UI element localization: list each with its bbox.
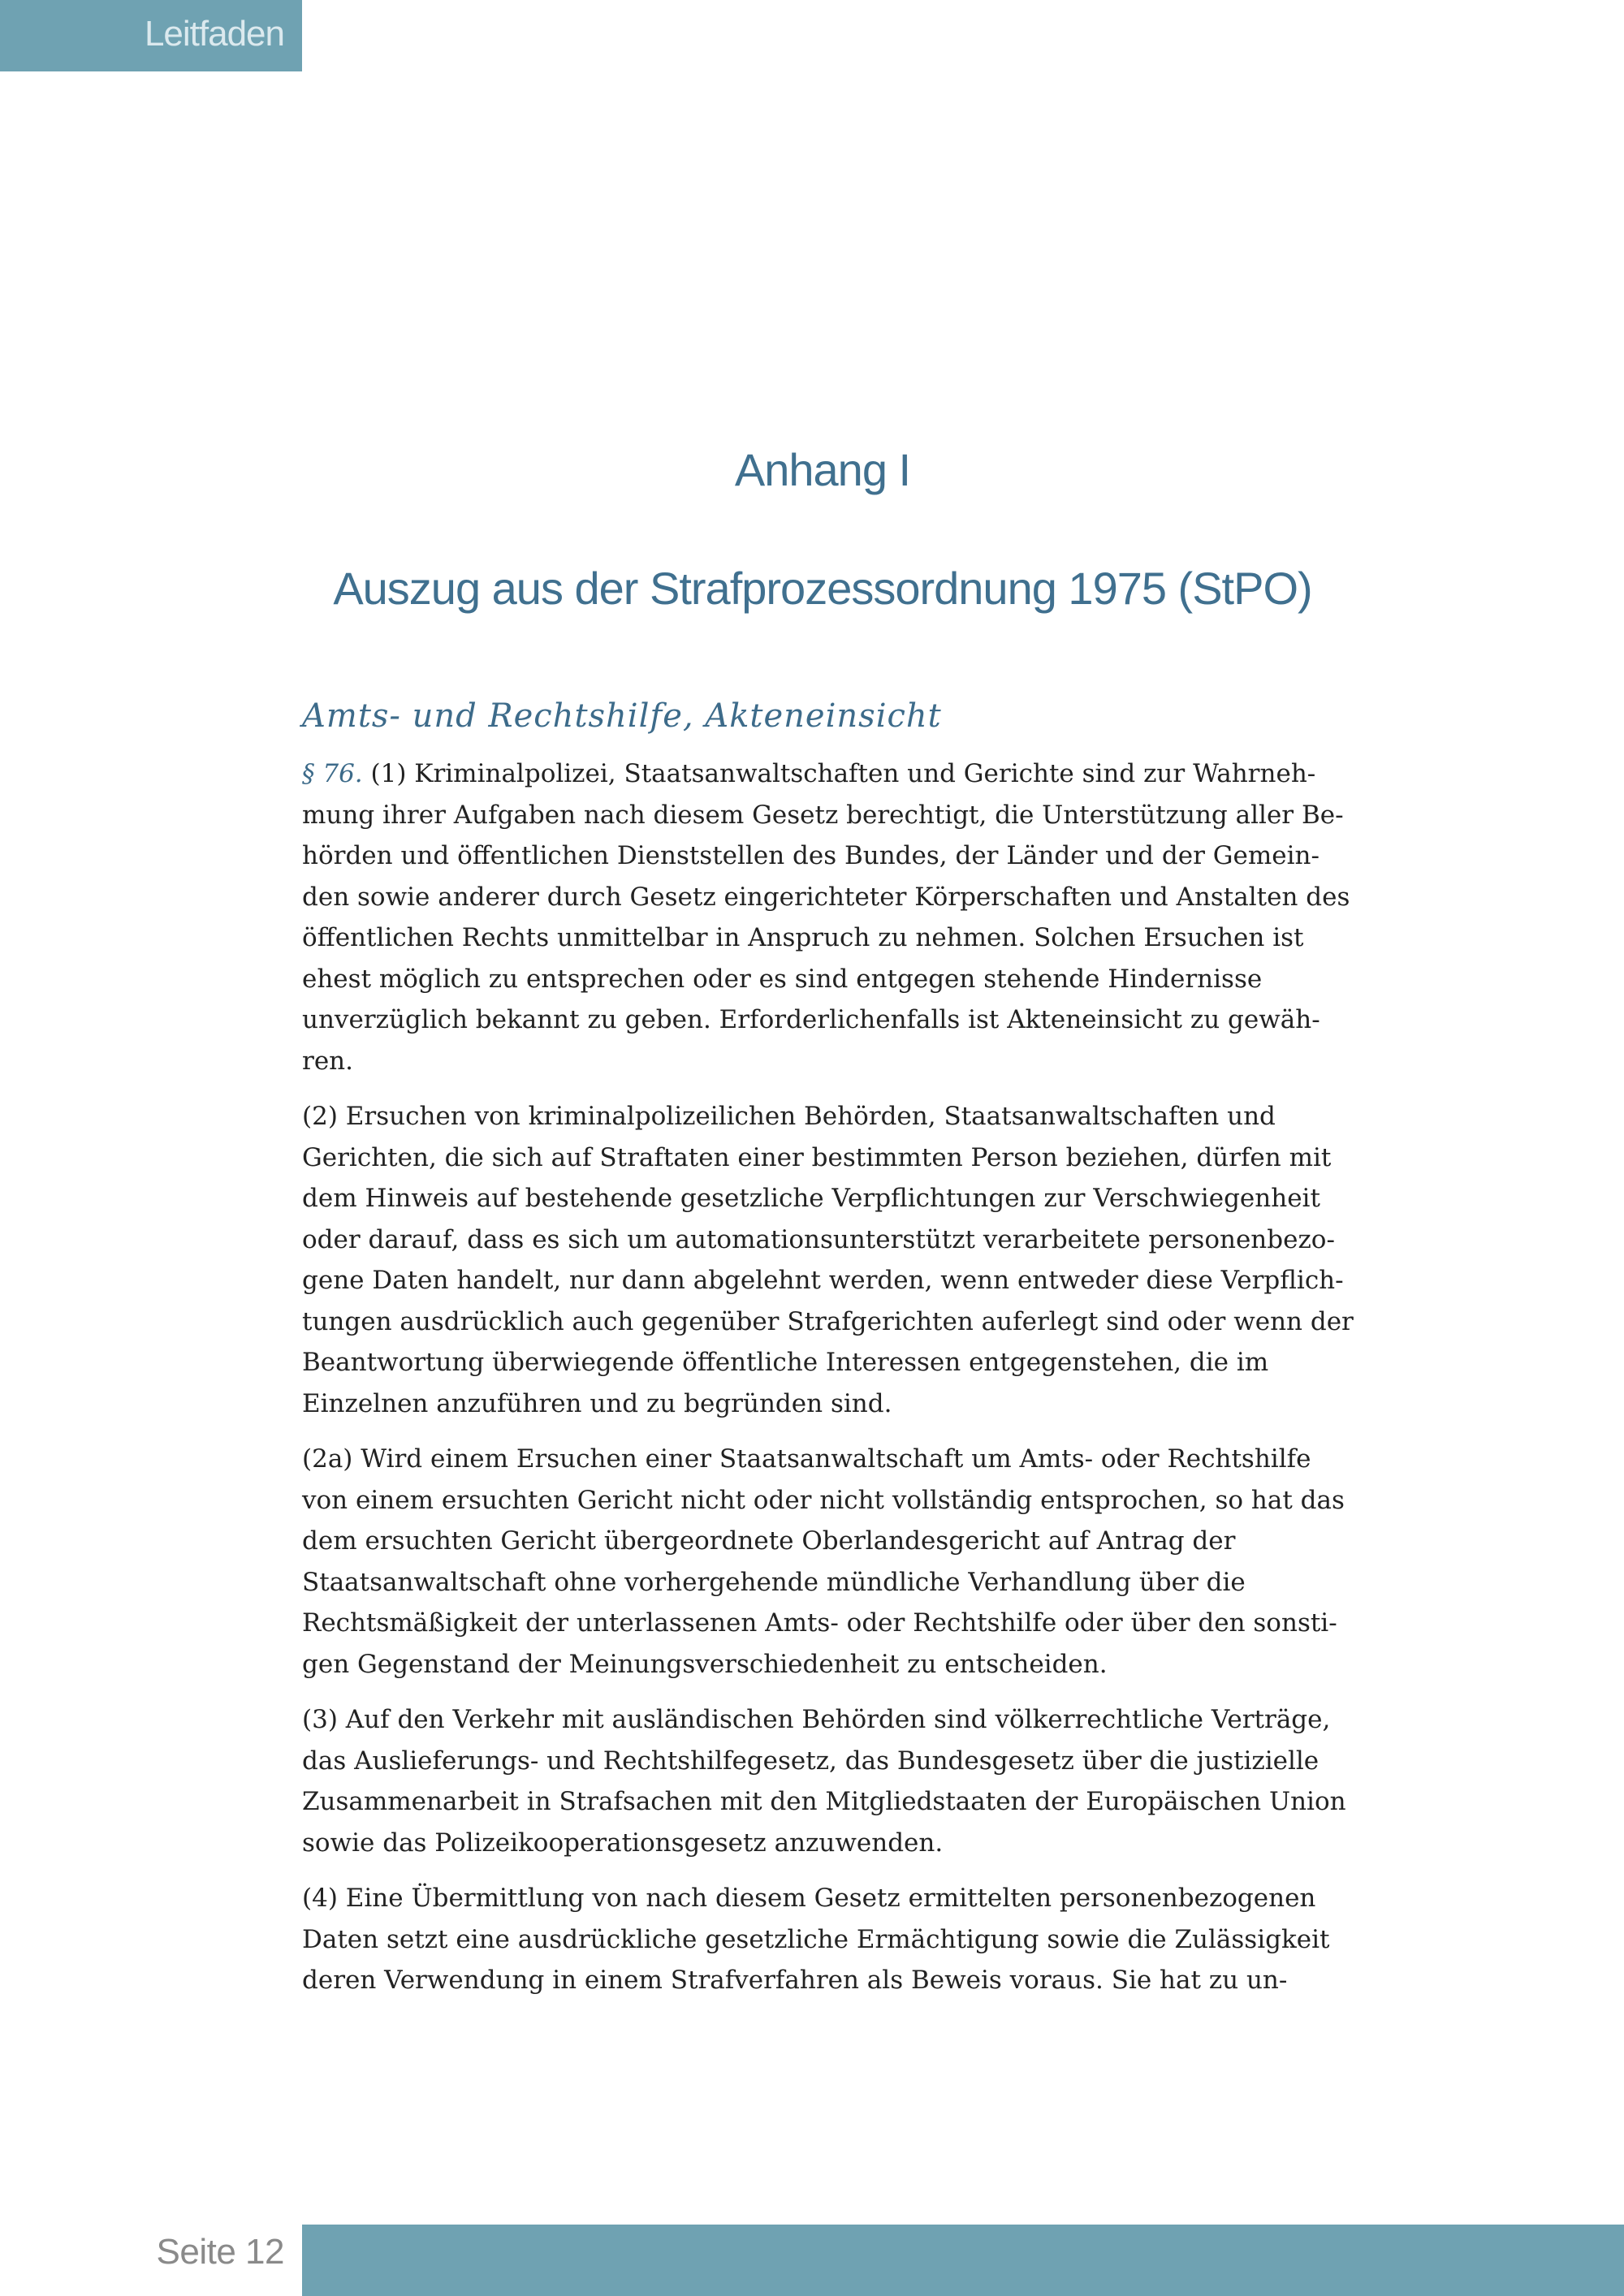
paragraph-1-text: (1) Kriminalpolizei, Staatsanwaltschaften und Gerichte sind zur Wahrnehmung ihrer Aufgaben nach diesem Gesetz berechtigt, die Unterstützung aller Behörden und öffentlichen Dienststellen des Bundes, der Länder und der Gemeinden sowie anderer durch Gesetz eingerichteter Körperschaften und Anstalten des öffentlichen Rechts unmittelbar in Anspruch zu nehmen. Solchen Ersuchen ist ehest möglich zu entsprechen oder es sind entgegen stehende Hindernisse unverzüglich bekannt zu geben. Erforderlichenfalls ist Akteneinsicht zu gewähren.	[302, 759, 1350, 1076]
header-tab	[0, 0, 302, 71]
paragraph-4: (4) Eine Übermittlung von nach diesem Gesetz ermittelten personenbezogenen Daten setzt eine ausdrückliche gesetzliche Ermächtigung sowie die Zulässigkeit deren Verwendung in einem Strafverfahren als Beweis voraus. Sie hat zu un-	[302, 1884, 1330, 1995]
paragraph-1	[302, 753, 1358, 1081]
footer-bar	[302, 2225, 1624, 2296]
paragraph-2: (2) Ersuchen von kriminalpolizeilichen Behörden, Staatsanwaltschaften und Gerichten, die sich auf Straftaten einer bestimmten Person beziehen, dürfen mit dem Hinweis auf bestehende gesetzliche Verpflichtungen zur Verschwiegenheit oder darauf, dass es sich um automationsunterstützt verarbeitete personenbezogene Daten handelt, nur dann abgelehnt werden, wenn entweder diese Verpflichtungen ausdrücklich auch gegenüber Strafgerichten auferlegt sind oder wenn der Beantwortung überwiegende öffentliche Interessen entgegenstehen, die im Einzelnen anzuführen und zu begründen sind.	[302, 1102, 1354, 1418]
paragraph-reference: § 76.	[302, 759, 363, 788]
document-body	[302, 697, 1358, 2016]
paragraph-3: (3) Auf den Verkehr mit ausländischen Behörden sind völkerrechtliche Verträge, das Auslieferungs- und Rechtshilfegesetz, das Bundesgesetz über die justizielle Zusammenarbeit in Strafsachen mit den Mitgliedstaaten der Europäischen Union sowie das Polizeikooperationsgesetz anzuwenden.	[302, 1705, 1346, 1858]
header-label: Leitfaden	[144, 14, 284, 54]
paragraph-2a: (2a) Wird einem Ersuchen einer Staatsanwaltschaft um Amts- oder Rechtshilfe von einem ersuchten Gericht nicht oder nicht vollständig entsprochen, so hat das dem ersuchten Gericht übergeordnete Oberlandesgericht auf Antrag der Staatsanwaltschaft ohne vorhergehende mündliche Verhandlung über die Rechtsmäßigkeit der unterlassenen Amts- oder Rechtshilfe oder über den sonstigen Gegenstand der Meinungsverschiedenheit zu entscheiden.	[302, 1444, 1345, 1679]
annex-title: Anhang I	[734, 444, 911, 495]
section-heading: Amts- und Rechtshilfe, Akteneinsicht	[302, 697, 942, 735]
law-title: Auszug aus der Strafprozessordnung 1975 (StPO)	[333, 563, 1312, 614]
page-number: Seite 12	[156, 2232, 284, 2272]
